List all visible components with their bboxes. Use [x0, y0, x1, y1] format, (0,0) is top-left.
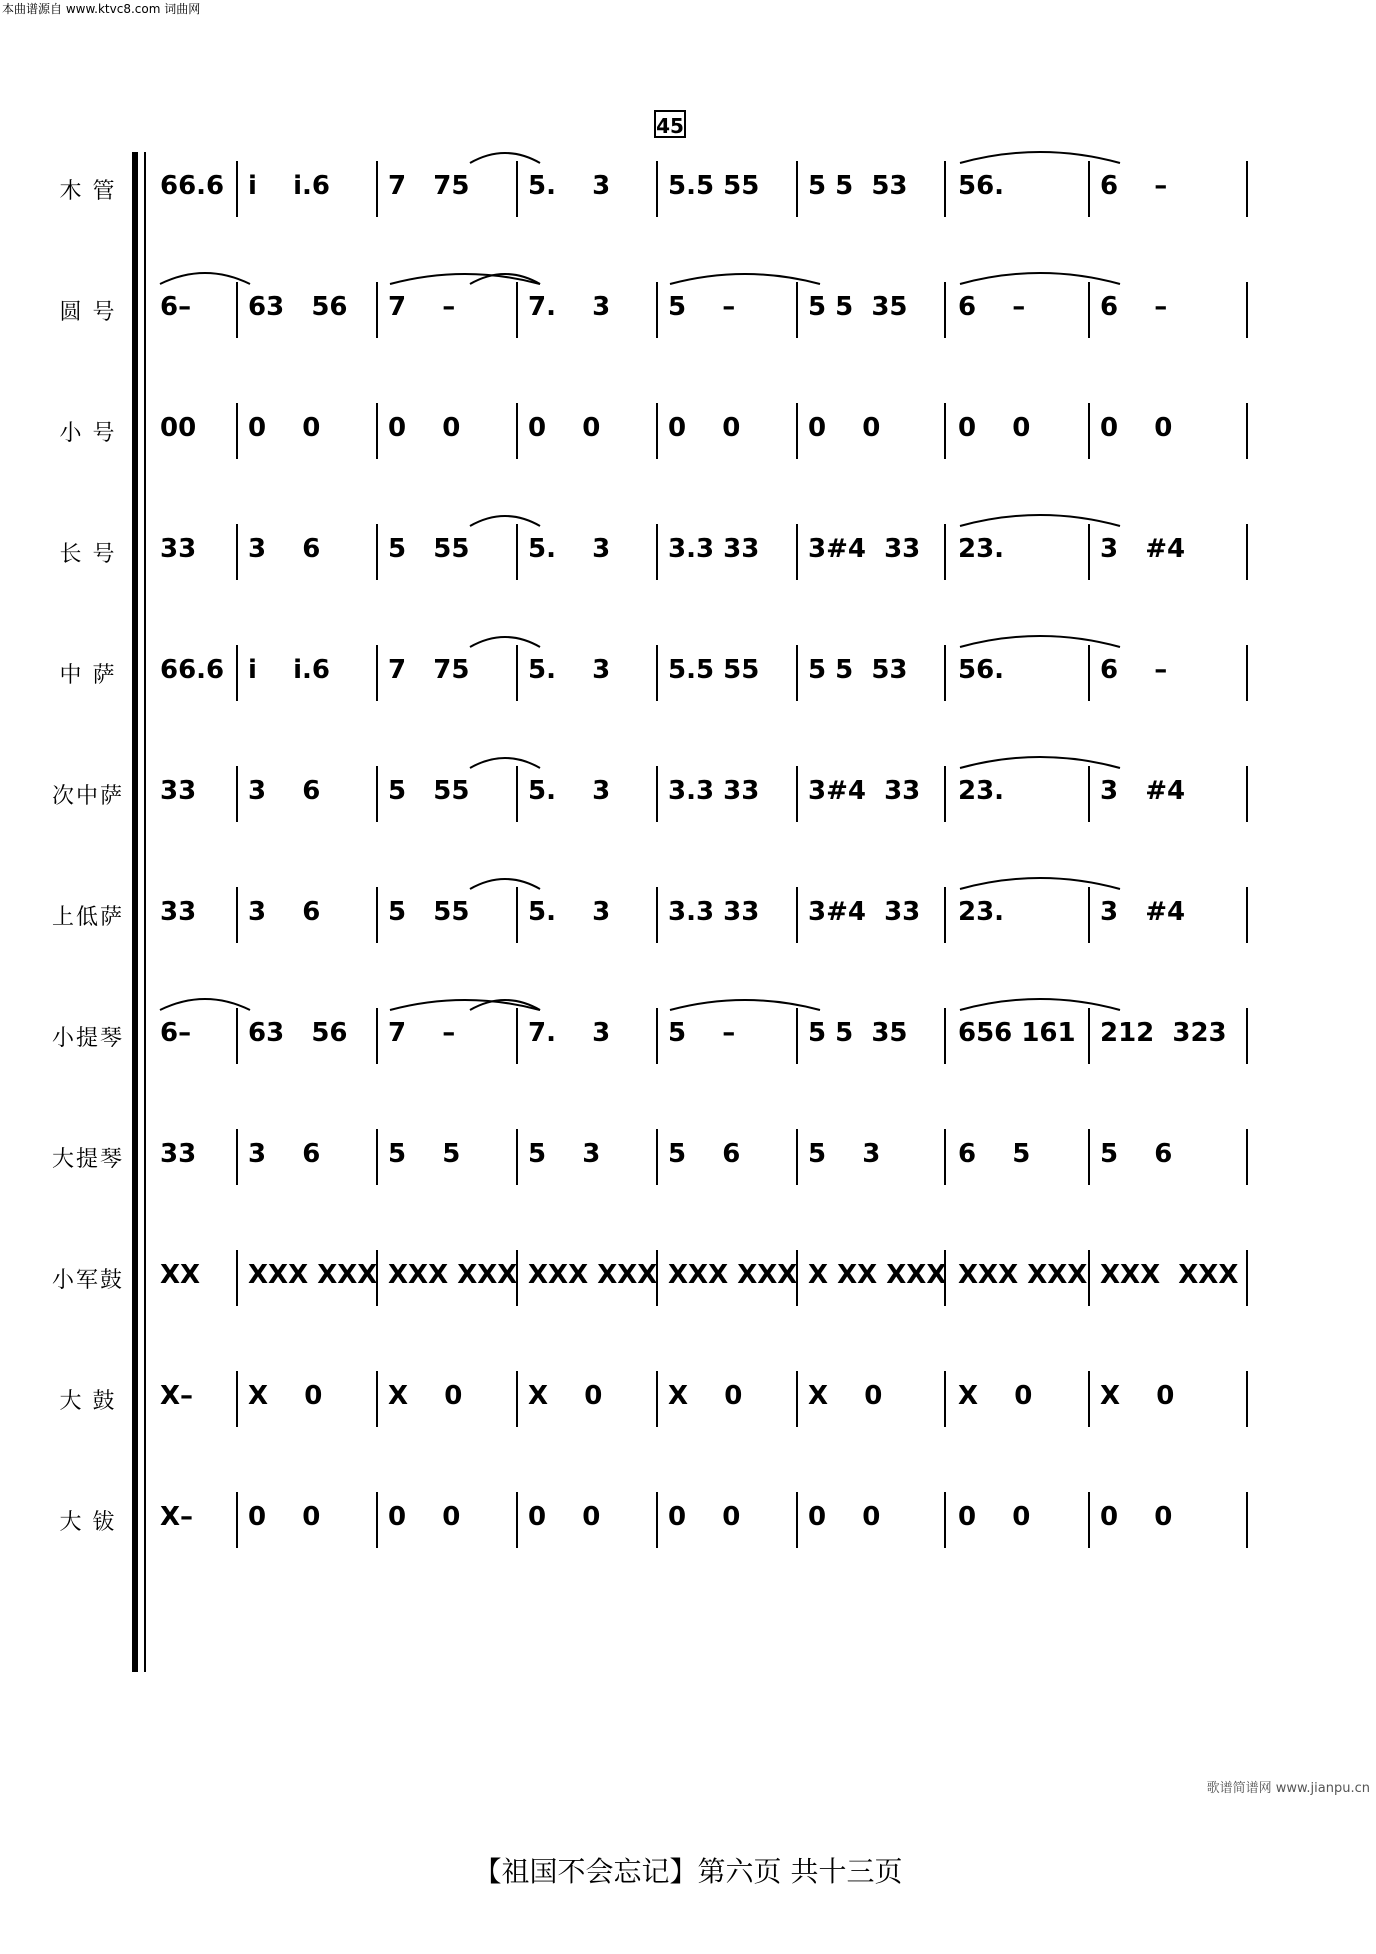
barline	[376, 524, 378, 580]
barline	[236, 524, 238, 580]
measure-notes: 6 –	[1100, 171, 1168, 201]
slur	[960, 999, 1120, 1010]
barline	[796, 1371, 798, 1427]
measure-notes: i i.6	[248, 655, 330, 685]
measure-notes: XXX XXX	[668, 1260, 798, 1290]
measure-notes: 7 –	[388, 1018, 456, 1048]
barline	[1088, 161, 1090, 217]
barline	[516, 161, 518, 217]
barline	[796, 887, 798, 943]
barline	[376, 887, 378, 943]
slur	[960, 273, 1120, 284]
barline	[796, 161, 798, 217]
measure-notes: 5 5 35	[808, 1018, 908, 1048]
measure-notes: X–	[160, 1381, 194, 1411]
barline	[516, 766, 518, 822]
barline	[516, 524, 518, 580]
measure-notes: XXX XXX	[1100, 1260, 1239, 1290]
barline	[944, 161, 946, 217]
measure-notes: 56.	[958, 171, 1005, 201]
measure-notes: X 0	[808, 1381, 883, 1411]
measure-notes: 5. 3	[528, 897, 611, 927]
measure-notes: 0 0	[528, 1502, 601, 1532]
barline	[1246, 1250, 1248, 1306]
measure-notes: 23.	[958, 534, 1005, 564]
measure-notes: 7 –	[388, 292, 456, 322]
measure-notes: 0 0	[808, 1502, 881, 1532]
measure-notes: XXX XXX	[388, 1260, 518, 1290]
measure-notes: 3.3 33	[668, 897, 760, 927]
barline	[516, 1008, 518, 1064]
measure-notes: 6 –	[1100, 292, 1168, 322]
measure-notes: 00	[160, 413, 197, 443]
measure-notes: 0 0	[668, 1502, 741, 1532]
barline	[236, 282, 238, 338]
barline	[236, 1008, 238, 1064]
measure-notes: 5 55	[388, 776, 470, 806]
barline	[376, 1008, 378, 1064]
barline	[656, 524, 658, 580]
slur	[470, 153, 540, 163]
barline	[516, 1371, 518, 1427]
instrument-label: 大提琴	[51, 1147, 124, 1172]
barline	[796, 1008, 798, 1064]
measure-notes: 5.5 55	[668, 171, 760, 201]
barline	[1088, 403, 1090, 459]
measure-notes: 3#4 33	[808, 897, 921, 927]
barline	[376, 1129, 378, 1185]
barline	[1088, 887, 1090, 943]
barline	[236, 1492, 238, 1548]
barline	[376, 1492, 378, 1548]
barline	[236, 1250, 238, 1306]
source-note: 本曲谱源自 www.ktvc8.com 词曲网	[2, 2, 201, 16]
barline	[656, 645, 658, 701]
barline	[1246, 1008, 1248, 1064]
slur	[960, 152, 1120, 163]
measure-notes: 7 75	[388, 171, 470, 201]
barline	[944, 887, 946, 943]
measure-notes: 5 5	[388, 1139, 461, 1169]
slur	[470, 637, 540, 647]
barline	[236, 645, 238, 701]
barline	[656, 887, 658, 943]
measure-notes: X 0	[388, 1381, 463, 1411]
measure-notes: 3 6	[248, 1139, 321, 1169]
measure-notes: 5 5 35	[808, 292, 908, 322]
measure-notes: XXX XXX	[958, 1260, 1088, 1290]
barline	[944, 524, 946, 580]
measure-notes: XXX XXX	[528, 1260, 658, 1290]
site-watermark: 歌谱简谱网 www.jianpu.cn	[1206, 1781, 1370, 1796]
measure-notes: 3#4 33	[808, 534, 921, 564]
measure-notes: 0 0	[668, 413, 741, 443]
measure-notes: 5. 3	[528, 655, 611, 685]
barline	[656, 1129, 658, 1185]
instrument-label: 小提琴	[51, 1026, 124, 1051]
measure-notes: 5 5 53	[808, 655, 908, 685]
barline	[516, 887, 518, 943]
measure-notes: 33	[160, 897, 197, 927]
measure-notes: 33	[160, 1139, 197, 1169]
barline	[944, 766, 946, 822]
instrument-label: 圆 号	[59, 300, 117, 325]
measure-notes: 5 55	[388, 534, 470, 564]
barline	[656, 1492, 658, 1548]
measure-notes: 3 #4	[1100, 897, 1186, 927]
measure-notes: 56.	[958, 655, 1005, 685]
barline	[516, 1129, 518, 1185]
measure-notes: 6–	[160, 292, 192, 322]
instrument-label: 长 号	[59, 542, 117, 567]
barline	[516, 1492, 518, 1548]
slur	[960, 515, 1120, 526]
measure-notes: 0 0	[388, 413, 461, 443]
barline	[1088, 1250, 1090, 1306]
measure-notes: 0 0	[1100, 413, 1173, 443]
barline	[1246, 1129, 1248, 1185]
instrument-label: 上低萨	[51, 905, 124, 930]
barline	[944, 282, 946, 338]
barline	[796, 766, 798, 822]
measure-notes: 5. 3	[528, 776, 611, 806]
barline	[516, 403, 518, 459]
barline	[236, 1371, 238, 1427]
measure-notes: X 0	[248, 1381, 323, 1411]
barline	[796, 403, 798, 459]
barline	[1246, 1492, 1248, 1548]
barline	[1088, 282, 1090, 338]
barline	[1246, 282, 1248, 338]
measure-notes: 5 5 53	[808, 171, 908, 201]
instrument-label: 木 管	[59, 179, 117, 204]
barline	[1246, 887, 1248, 943]
barline	[1088, 1129, 1090, 1185]
measure-notes: 23.	[958, 776, 1005, 806]
measure-notes: 5. 3	[528, 171, 611, 201]
barline	[656, 766, 658, 822]
slur	[960, 757, 1120, 768]
barline	[376, 1371, 378, 1427]
barline	[944, 1492, 946, 1548]
instrument-label: 中 萨	[59, 663, 117, 688]
measure-notes: 66.6	[160, 655, 225, 685]
barline	[376, 766, 378, 822]
measure-notes: XXX XXX	[248, 1260, 378, 1290]
rehearsal-mark: 45	[654, 110, 686, 138]
barline	[376, 282, 378, 338]
barline	[1246, 524, 1248, 580]
measure-notes: 6 5	[958, 1139, 1031, 1169]
barline	[1088, 645, 1090, 701]
barline	[656, 1371, 658, 1427]
measure-notes: 23.	[958, 897, 1005, 927]
barline	[1088, 1371, 1090, 1427]
barline	[236, 766, 238, 822]
barline	[236, 1129, 238, 1185]
measure-notes: 63 56	[248, 292, 348, 322]
measure-notes: 5 –	[668, 292, 736, 322]
barline	[1088, 766, 1090, 822]
measure-notes: i i.6	[248, 171, 330, 201]
measure-notes: 6 –	[958, 292, 1026, 322]
measure-notes: 5 3	[808, 1139, 881, 1169]
barline	[376, 161, 378, 217]
instrument-label: 大 钹	[59, 1510, 117, 1535]
barline	[944, 1371, 946, 1427]
barline	[376, 645, 378, 701]
measure-notes: 6 –	[1100, 655, 1168, 685]
measure-notes: 3 6	[248, 897, 321, 927]
measure-notes: 66.6	[160, 171, 225, 201]
barline	[1246, 403, 1248, 459]
barline	[796, 282, 798, 338]
barline	[656, 403, 658, 459]
barline	[944, 403, 946, 459]
barline	[1246, 161, 1248, 217]
measure-notes: 5 6	[1100, 1139, 1173, 1169]
measure-notes: 3.3 33	[668, 534, 760, 564]
measure-notes: 212 323	[1100, 1018, 1227, 1048]
measure-notes: 33	[160, 776, 197, 806]
barline	[944, 645, 946, 701]
measure-notes: 0 0	[388, 1502, 461, 1532]
barline	[1246, 766, 1248, 822]
barline	[944, 1129, 946, 1185]
measure-notes: 3 6	[248, 534, 321, 564]
barline	[1088, 1008, 1090, 1064]
measure-notes: 7. 3	[528, 1018, 611, 1048]
barline	[1088, 524, 1090, 580]
slur	[470, 274, 540, 284]
slur	[470, 516, 540, 526]
slur	[960, 878, 1120, 889]
measure-notes: 0 0	[248, 1502, 321, 1532]
measure-notes: 656 161	[958, 1018, 1076, 1048]
measure-notes: 0 0	[528, 413, 601, 443]
measure-notes: X–	[160, 1502, 194, 1532]
barline	[656, 161, 658, 217]
measure-notes: 5 –	[668, 1018, 736, 1048]
measure-notes: 0 0	[1100, 1502, 1173, 1532]
barline	[656, 282, 658, 338]
barline	[796, 1129, 798, 1185]
measure-notes: 0 0	[808, 413, 881, 443]
measure-notes: 3 #4	[1100, 776, 1186, 806]
measure-notes: 0 0	[248, 413, 321, 443]
measure-notes: X XX XXX	[808, 1260, 947, 1290]
measure-notes: 7 75	[388, 655, 470, 685]
measure-notes: 7. 3	[528, 292, 611, 322]
barline	[516, 645, 518, 701]
barline	[376, 403, 378, 459]
barline	[796, 1492, 798, 1548]
measure-notes: X 0	[958, 1381, 1033, 1411]
measure-notes: 5 55	[388, 897, 470, 927]
measure-notes: 63 56	[248, 1018, 348, 1048]
measure-notes: 3.3 33	[668, 776, 760, 806]
barline	[944, 1008, 946, 1064]
slur	[470, 758, 540, 768]
measure-notes: X 0	[668, 1381, 743, 1411]
barline	[236, 887, 238, 943]
barline	[796, 524, 798, 580]
slur	[470, 1000, 540, 1010]
measure-notes: 3 6	[248, 776, 321, 806]
measure-notes: 0 0	[958, 413, 1031, 443]
barline	[236, 403, 238, 459]
instrument-label: 小军鼓	[51, 1268, 124, 1293]
measure-notes: XX	[160, 1260, 201, 1290]
instrument-label: 大 鼓	[59, 1389, 117, 1414]
measure-notes: 0 0	[958, 1502, 1031, 1532]
barline	[236, 161, 238, 217]
measure-notes: 3#4 33	[808, 776, 921, 806]
barline	[796, 645, 798, 701]
measure-notes: X 0	[1100, 1381, 1175, 1411]
measure-notes: 3 #4	[1100, 534, 1186, 564]
barline	[656, 1008, 658, 1064]
barline	[516, 282, 518, 338]
slur	[470, 879, 540, 889]
instrument-label: 小 号	[59, 421, 117, 446]
measure-notes: 5. 3	[528, 534, 611, 564]
measure-notes: 33	[160, 534, 197, 564]
slur	[960, 636, 1120, 647]
barline	[1246, 1371, 1248, 1427]
measure-notes: 6–	[160, 1018, 192, 1048]
measure-notes: X 0	[528, 1381, 603, 1411]
page-footer-title: 【祖国不会忘记】第六页 共十三页	[473, 1855, 903, 1888]
barline	[1246, 645, 1248, 701]
barline	[1088, 1492, 1090, 1548]
measure-notes: 5 6	[668, 1139, 741, 1169]
instrument-label: 次中萨	[51, 784, 124, 809]
measure-notes: 5 3	[528, 1139, 601, 1169]
measure-notes: 5.5 55	[668, 655, 760, 685]
